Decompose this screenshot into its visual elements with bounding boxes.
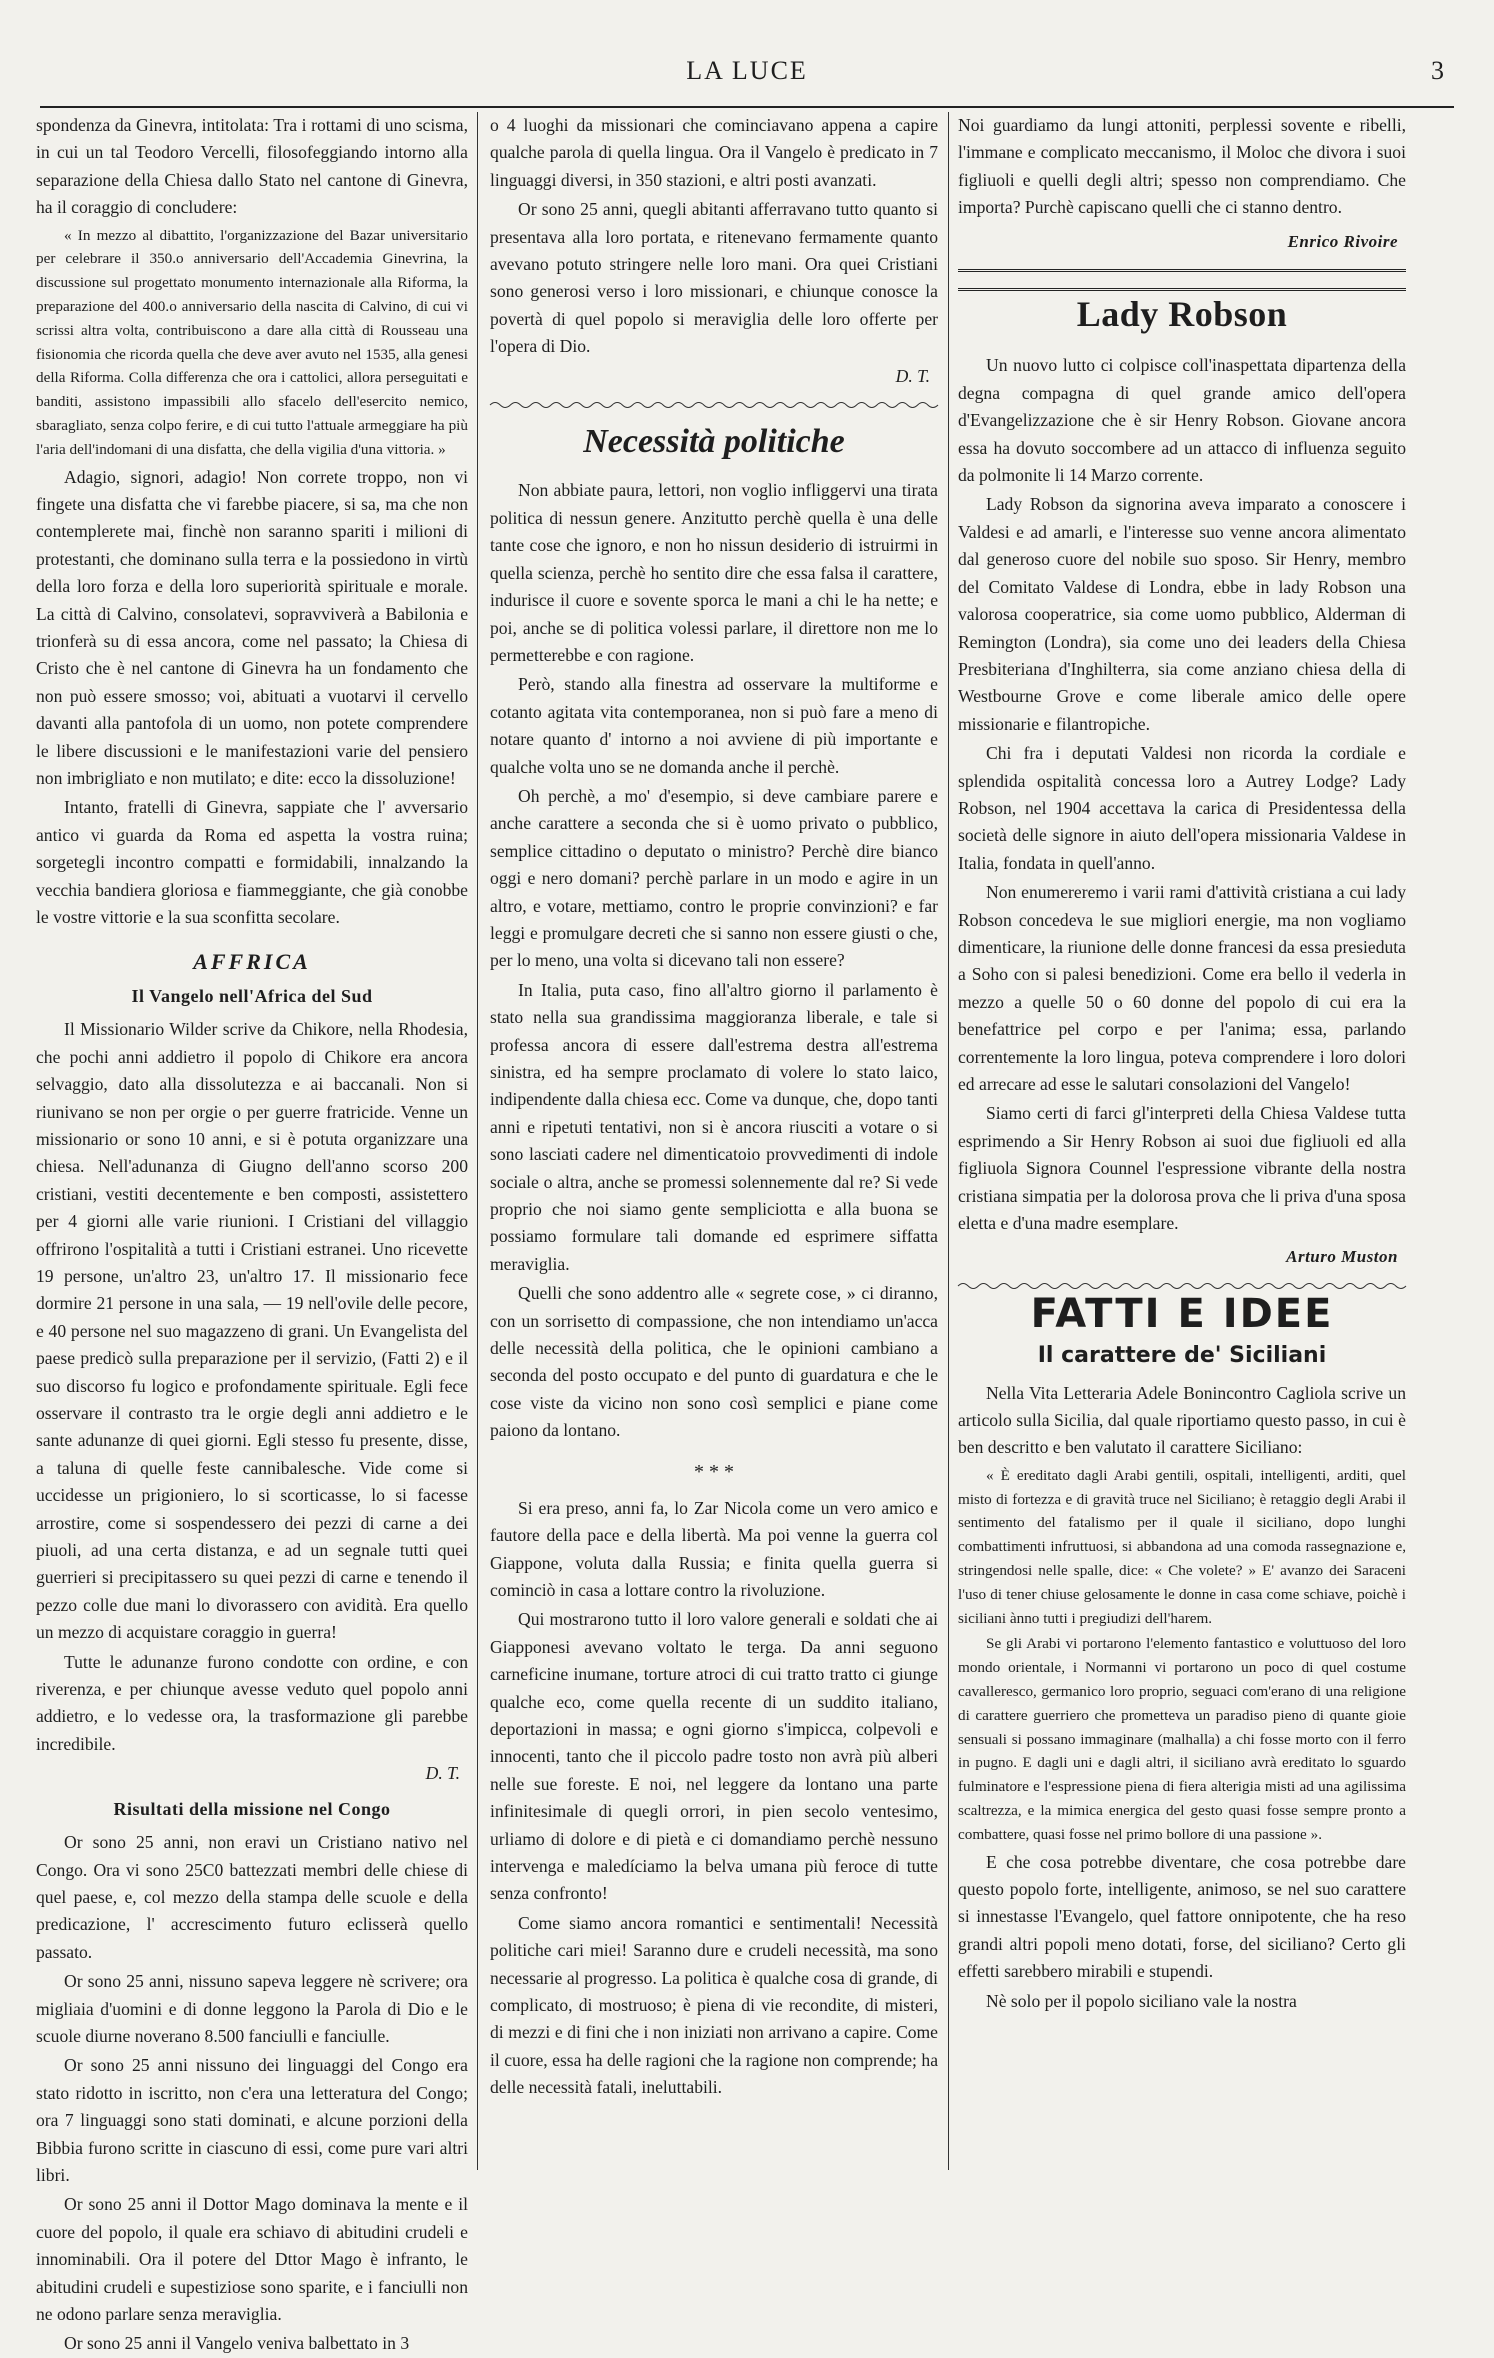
- column-divider: [948, 112, 949, 2170]
- masthead: LA LUCE: [686, 56, 808, 85]
- signature: D. T.: [895, 365, 930, 386]
- paragraph: Or sono 25 anni il Vangelo veniva balbettato in 3: [64, 2333, 410, 2354]
- paragraph: Adagio, signori, adagio! Non correte troppo, non vi fingete una disfatta che vi farebbe piacere, si sa, ma che non contemplerete mai, finchè non saranno spariti i milioni di protestanti, che dominano sulla terra e la possiedono in virtù della loro forza e della loro superiorità spirituale e morale. La città di Calvino, consolatevi, sopravviverà a Babilonia e trionferà su di essa ancora, come nel passato; la Chiesa di Cristo che è nel cantone di Ginevra ha un fondamento che non può essere smosso; voi, abituati a vuotarvi il cervello davanti alla pantofola di un uomo, non potete comprendere le libere discussioni e le manifestazioni varie del pensiero non imbrigliato e non mutilato; e dite: ecco la dissoluzione!: [36, 466, 468, 789]
- paragraph: Qui mostrarono tutto il loro valore generali e soldati che ai Giapponesi avevano voltato le terga. Da anni seguono carneficine inumane, torture atroci di cui tratto tratto ci giunge qualche eco, come quella recente di un suddito italiano, deportazioni in massa; e ogni giorno s'impicca, colpevoli e innocenti, tanto che il piccolo padre tosto non avrà più alberi nelle sue foreste. E noi, nel leggere da lontano una parte infinitesimale di quegli orrori, in pien secolo ventesimo, urliamo di dolore e di pietà e ci domandiamo perchè nessuno intervenga e maledíciamo la belva umana più feroce di tutte senza confronto!: [490, 1609, 938, 1904]
- signature: D. T.: [425, 1763, 460, 1784]
- paragraph: Quelli che sono addentro alle « segrete cose, » ci diranno, con un sorrisetto di compassione, che non intendiamo un'acca delle necessità della politica, che le opinioni cambiano a seconda del posto occupato e del punto di guardatura e che le cose viste da vicino non sono così semplici e piane come paiono da lontano.: [490, 1283, 938, 1441]
- paragraph: Non abbiate paura, lettori, non voglio infliggervi una tirata politica di nessun genere. Anzitutto perchè quella è una delle tante cose che ignoro, e non ho nissun desiderio di istruirmi in quella scienza, perchè ho sentito dire che essa falsa il carattere, indurisce il cuore e sovente sporca le mani a chi le ha nette; e poi, anche se di politica volessi parlare, il direttore non me lo permetterebbe e con ragione.: [490, 480, 938, 665]
- paragraph: Siamo certi di farci gl'interpreti della Chiesa Valdese tutta esprimendo a Sir Henry Robson ai suoi due figliuoli ed alla figliuola Signora Counnel l'espressione vibrante della nostra cristiana simpatia per la dolorosa prova che li priva d'una sposa eletta e d'una madre esemplare.: [958, 1103, 1406, 1234]
- wavy-divider: [958, 1281, 1406, 1291]
- article-heading: Il carattere de' Siciliani: [1037, 1343, 1327, 1369]
- paragraph: Si era preso, anni fa, lo Zar Nicola come un vero amico e fautore della pace e della libertà. Ma poi venne la guerra col Giappone, voluta dalla Russia; e finita quella guerra si cominciò in casa a lottare contro la rivoluzione.: [490, 1497, 938, 1600]
- paragraph: Tutte le adunanze furono condotte con ordine, e con riverenza, e per chiunque avesse veduto quel popolo anni addietro, e lo vedesse ora, la trasformazione gli parebbe incredibile.: [36, 1651, 468, 1754]
- paragraph: Nè solo per il popolo siciliano vale la nostra: [986, 1990, 1297, 2011]
- paragraph: Non enumereremo i varii rami d'attività cristiana a cui lady Robson concedeva le sue migliori energie, ma non vogliamo dimenticare, la riunione delle donne francesi da essa presieduta a Soho con si palesi benedizioni. Come era bello il vederla in mezzo a quelle 50 o 60 donne del popolo di cui era la benefattrice pel corpo e per l'anima; essa, parlando correntemente la loro lingua, poteva comprendere i loro dolori ed arrecare ad esse le salutari consolazioni del Vangelo!: [958, 882, 1406, 1094]
- paragraph: Or sono 25 anni, quegli abitanti afferravano tutto quanto si presentava alla loro portata, e ritenevano fermamente quanto avevano potuto stringere nelle loro mani. Ora quei Cristiani sono generosi verso i loro missionari, e chiunque conosce la povertà di quel popolo si meraviglia delle loro offerte per l'opera di Dio.: [490, 199, 938, 357]
- section-heading: FATTI E IDEE: [1030, 1290, 1334, 1337]
- double-rule-divider: [958, 269, 1406, 291]
- section-heading: AFFRICA: [193, 948, 311, 974]
- paragraph: Il Missionario Wilder scrive da Chikore, nella Rhodesia, che pochi anni addietro il popolo di Chikore era ancora selvaggio, dato alla dissolutezza e ai baccanali. Non si riunivano se non per orgie o per guerre fratricide. Venne un missionario or sono 10 anni, e si è potuta organizzare una chiesa. Nell'adunanza di Giugno dell'anno scorso 200 cristiani, vestiti decentemente e ben composti, assistettero per 4 giorni alle varie riunioni. I Cristiani del villaggio offrirono l'ospitalità a tutti i Cristiani estranei. Uno ricevette 19 persone, un'altro 23, un'altro 17. Il missionario fece dormire 21 persone in una sala, — 19 nell'ovile delle pecore, e 40 persone nel suo magazzeno di grani. Un Evangelista del paese predicò sulla preparazione per il servizio, (Fatti 2) e il suo discorso fu logico e profondamente spirituale. Egli fece osservare il contrasto tra le orgie degli anni addietro e le sante adunanze di quei giorni. Egli stesso fu presente, disse, a taluna di quelle feste cannibalesche. Vide come si uccidesse un prigioniero, lo si scorticasse, lo si facesse arrostire, come si sospendessero dei pezzi di carne a dei piuoli, ad una certa distanza, e ad un segnale tutti quei guerrieri si precipitassero su quei pezzi di carne e tenendo il pezzo colle due mani lo divorassero con avidità. Era quello un mezzo di acquistare coraggio in guerra!: [36, 1019, 468, 1643]
- paragraph: Intanto, fratelli di Ginevra, sappiate che l' avversario antico vi guarda da Roma ed aspetta la vostra ruina; sorgetegli incontro compatti e formidabili, innalzando la vecchia bandiera gloriosa e fiammeggiante, che già conobbe le vostre vittorie e la sua sconfitta secolare.: [36, 797, 468, 928]
- paragraph: Noi guardiamo da lungi attoniti, perplessi sovente e ribelli, l'immane e complicato meccanismo, il Moloc che divora i suoi figliuoli e quelli degli altri; spesso non comprendiamo. Che importa? Purchè capiscano quelli che ci stanno dentro.: [958, 115, 1406, 218]
- column-3: [958, 112, 1406, 2172]
- paragraph: In Italia, puta caso, fino all'altro giorno il parlamento è stato nella sua grandissima maggioranza liberale, e tale si professa ancora di essere dall'estrema destra all'estrema sinistra, ed ha sempre proclamato di volere lo stato laico, indipendente dalla chiesa ecc. Come va dunque, che, dopo tanti anni e ripetuti tentativi, non si è ancora riusciti a votare o si sono lasciati cadere nel dimenticatoio provvedimenti di indole sociale o altra, anche se promessi solennemente dal re? Si vede proprio che noi siamo gente sempliciotta e alla buona se possiamo formulare tali domande ed esprimere siffatta meraviglia.: [490, 979, 938, 1274]
- wavy-divider: [490, 400, 938, 410]
- paragraph: Chi fra i deputati Valdesi non ricorda la cordiale e splendida ospitalità concessa loro a Autrey Lodge? Lady Robson, nel 1904 accettava la carica di Presidentessa della società delle signore in aiuto dell'opera missionaria Valdese in Italia, fondata in quell'anno.: [958, 743, 1406, 873]
- article-heading: Risultati della missione nel Congo: [113, 1798, 391, 1819]
- page-number: 3: [1431, 56, 1444, 85]
- paragraph: Or sono 25 anni, non eravi un Cristiano nativo nel Congo. Ora vi sono 25C0 battezzati membri delle chiese di quel paese, e, col mezzo della stampa delle scuole e della predicazione, l' accrescimento futuro eclisserà quello passato.: [36, 1832, 468, 1962]
- signature: Enrico Rivoire: [1287, 231, 1398, 251]
- paragraph: Però, stando alla finestra ad osservare la multiforme e cotanto agitata vita contemporanea, non si può fare a meno di notare quanto d' intorno a noi avviene di più importante e qualche volta uno se ne domanda anche il perchè.: [490, 674, 938, 777]
- paragraph: Or sono 25 anni il Dottor Mago dominava la mente e il cuore del popolo, il quale era schiavo di abitudini crudeli e innominabili. Ora il potere del Dttor Mago è infranto, le abitudini crudeli e supestiziose sono sparite, e i fanciulli non ne odono parlare senza meraviglia.: [36, 2194, 468, 2324]
- paragraph: Or sono 25 anni nissuno dei linguaggi del Congo era stato ridotto in iscritto, non c'era una letteratura del Congo; ora 7 linguaggi sono stati dominati, e alcune porzioni della Bibbia furono scritte in ciascuno di essi, come pure vari altri libri.: [36, 2055, 468, 2185]
- page-header: [40, 56, 1454, 108]
- signature: Arturo Muston: [1286, 1247, 1398, 1267]
- asterism: * * *: [694, 1460, 734, 1483]
- article-title: Lady Robson: [1076, 294, 1288, 335]
- paragraph: Oh perchè, a mo' d'esempio, si deve cambiare parere e anche carattere a seconda che si è uomo privato o pubblico, semplice cittadino o deputato o ministro? Perchè dire bianco oggi e nero domani? perchè parlare in un modo e agire in un altro, e votare, mettiamo, contro le proprie convinzioni? e far leggi e promulgare decreti che si sanno non essere giusti o che, per lo meno, una volta si dicevano tali non essere?: [490, 785, 938, 971]
- article-title: Necessità politiche: [583, 423, 845, 461]
- paragraph: spondenza da Ginevra, intitolata: Tra i rottami di uno scisma, in cui un tal Teodoro Vercelli, filosofeggiando intorno alla separazione della Chiesa dallo Stato nel cantone di Ginevra, ha il coraggio di concludere:: [36, 115, 468, 218]
- paragraph: Or sono 25 anni, nissuno sapeva leggere nè scrivere; ora migliaia d'uomini e di donne leggono la Parola di Dio e le scuole diurne noverano 8.500 fanciulli e fanciulle.: [36, 1971, 468, 2046]
- column-2: [490, 112, 938, 2172]
- column-divider: [477, 112, 478, 2170]
- quote-block: « In mezzo al dibattito, l'organizzazione del Bazar universitario per celebrare il 350.o anniversario dell'Accademia Ginevrina, la discussione sul progettato monumento internazionale alla Riforma, la preparazione del 400.o anniversario della nascita di Calvino, di cui vi scrissi altra volta, contribuiscono a dare alla città di Rousseau una fisionomia che ricorda quella che deve aver avuto nel 1535, alla genesi della Riforma. Colla differenza che ora i cattolici, allora perseguitati e banditi, assistono impassibili allo sfacelo dell'esercito nemico, sbaragliato, senza colpo ferire, e di cui tutto l'attuale armeggiare ha più l'aria dell'indomani di una disfatta, che della vigilia d'una vittoria. »: [36, 226, 468, 458]
- paragraph: Nella Vita Letteraria Adele Bonincontro Cagliola scrive un articolo sulla Sicilia, dal quale riportiamo questo passo, in cui è ben descritto e ben valutato il carattere Siciliano:: [958, 1382, 1406, 1458]
- paragraph: Lady Robson da signorina aveva imparato a conoscere i Valdesi e ad amarli, e l'interesse suo venne ancora alimentato dal generoso cuore del nobile suo sposo. Sir Henry, membro del Comitato Valdese di Londra, ebbe in lady Robson una valorosa cooperatrice, sia come uomo pubblico, Alderman di Remington (Londra), sia come uno dei leaders della Chiesa Presbiteriana d'Inghilterra, sia come anziano chiesa della di Westbourne Grove e come liberale amico delle opere missionarie e filantropiche.: [958, 494, 1406, 734]
- paragraph: E che cosa potrebbe diventare, che cosa potrebbe dare questo popolo forte, intelligente, animoso, se nel suo carattere si innestasse l'Evangelo, quel fattore onnipotente, che ha reso grandi altri popoli meno dotati, forse, del siciliano? Certo gli effetti sarebbero mirabili e stupendi.: [958, 1851, 1406, 1982]
- quote-block: Se gli Arabi vi portarono l'elemento fantastico e voluttuoso del loro mondo orientale, i Normanni vi portarono un poco di quel costume cavalleresco, germanico loro proprio, seguaci com'erano di una religione di carattere guerriero che prometteva un paradiso pieno di quante gioie sensuali si possano immaginare (malhalla) a chi fosse morto con il ferro in pugno. E dagli uni e dagli altri, il siciliano avrà ereditato lo sguardo fulminatore e l'espressione piena di fiera alterigia misti ad una agilissima scaltrezza, e la mimica energica del gesto quasi fosse sempre pronto a combattere, quasi fosse nel primo bollore di una passione ».: [958, 1635, 1406, 1843]
- paragraph: Come siamo ancora romantici e sentimentali! Necessità politiche cari miei! Saranno dure e crudeli necessità, ma sono necessarie al progresso. La politica è qualche cosa di grande, di complicato, di mostruoso; è piena di vie recondite, di misteri, di mezzi e di fini che i non iniziati non arrivano a capire. Come il cuore, essa ha delle ragioni che la ragione non comprende; ha delle necessità fatali, ineluttabili.: [490, 1912, 938, 2098]
- paragraph: o 4 luoghi da missionari che cominciavano appena a capire qualche parola di quella lingua. Ora il Vangelo è predicato in 7 linguaggi diversi, in 350 stazioni, e altri posti avanzati.: [490, 115, 938, 190]
- column-1: [36, 112, 468, 2354]
- quote-block: « È ereditato dagli Arabi gentili, ospitali, intelligenti, arditi, quel misto di fortezza e di gravità truce nel Siciliano; è retaggio degli Arabi il sentimento del fatalismo per il quale il siciliano, dopo lunghi combattimenti infruttuosi, si abbandona ad una comoda rassegnazione e, stringendosi nelle spalle, dice: « Che volete? » E' avanzo dei Saraceni l'uso di tener chiuse gelosamente le donne in casa come schiave, poichè i siciliani ànno tutti i pregiudizi dell'harem.: [958, 1466, 1406, 1627]
- article-heading: Il Vangelo nell'Africa del Sud: [131, 985, 373, 1006]
- paragraph: Un nuovo lutto ci colpisce coll'inaspettata dipartenza della degna compagna di quel grande amico dell'opera d'Evangelizzazione che è sir Henry Robson. Giovane ancora essa ha dovuto soccombere ad un attacco di influenza seguito da polmonite li 14 Marzo corrente.: [958, 355, 1406, 486]
